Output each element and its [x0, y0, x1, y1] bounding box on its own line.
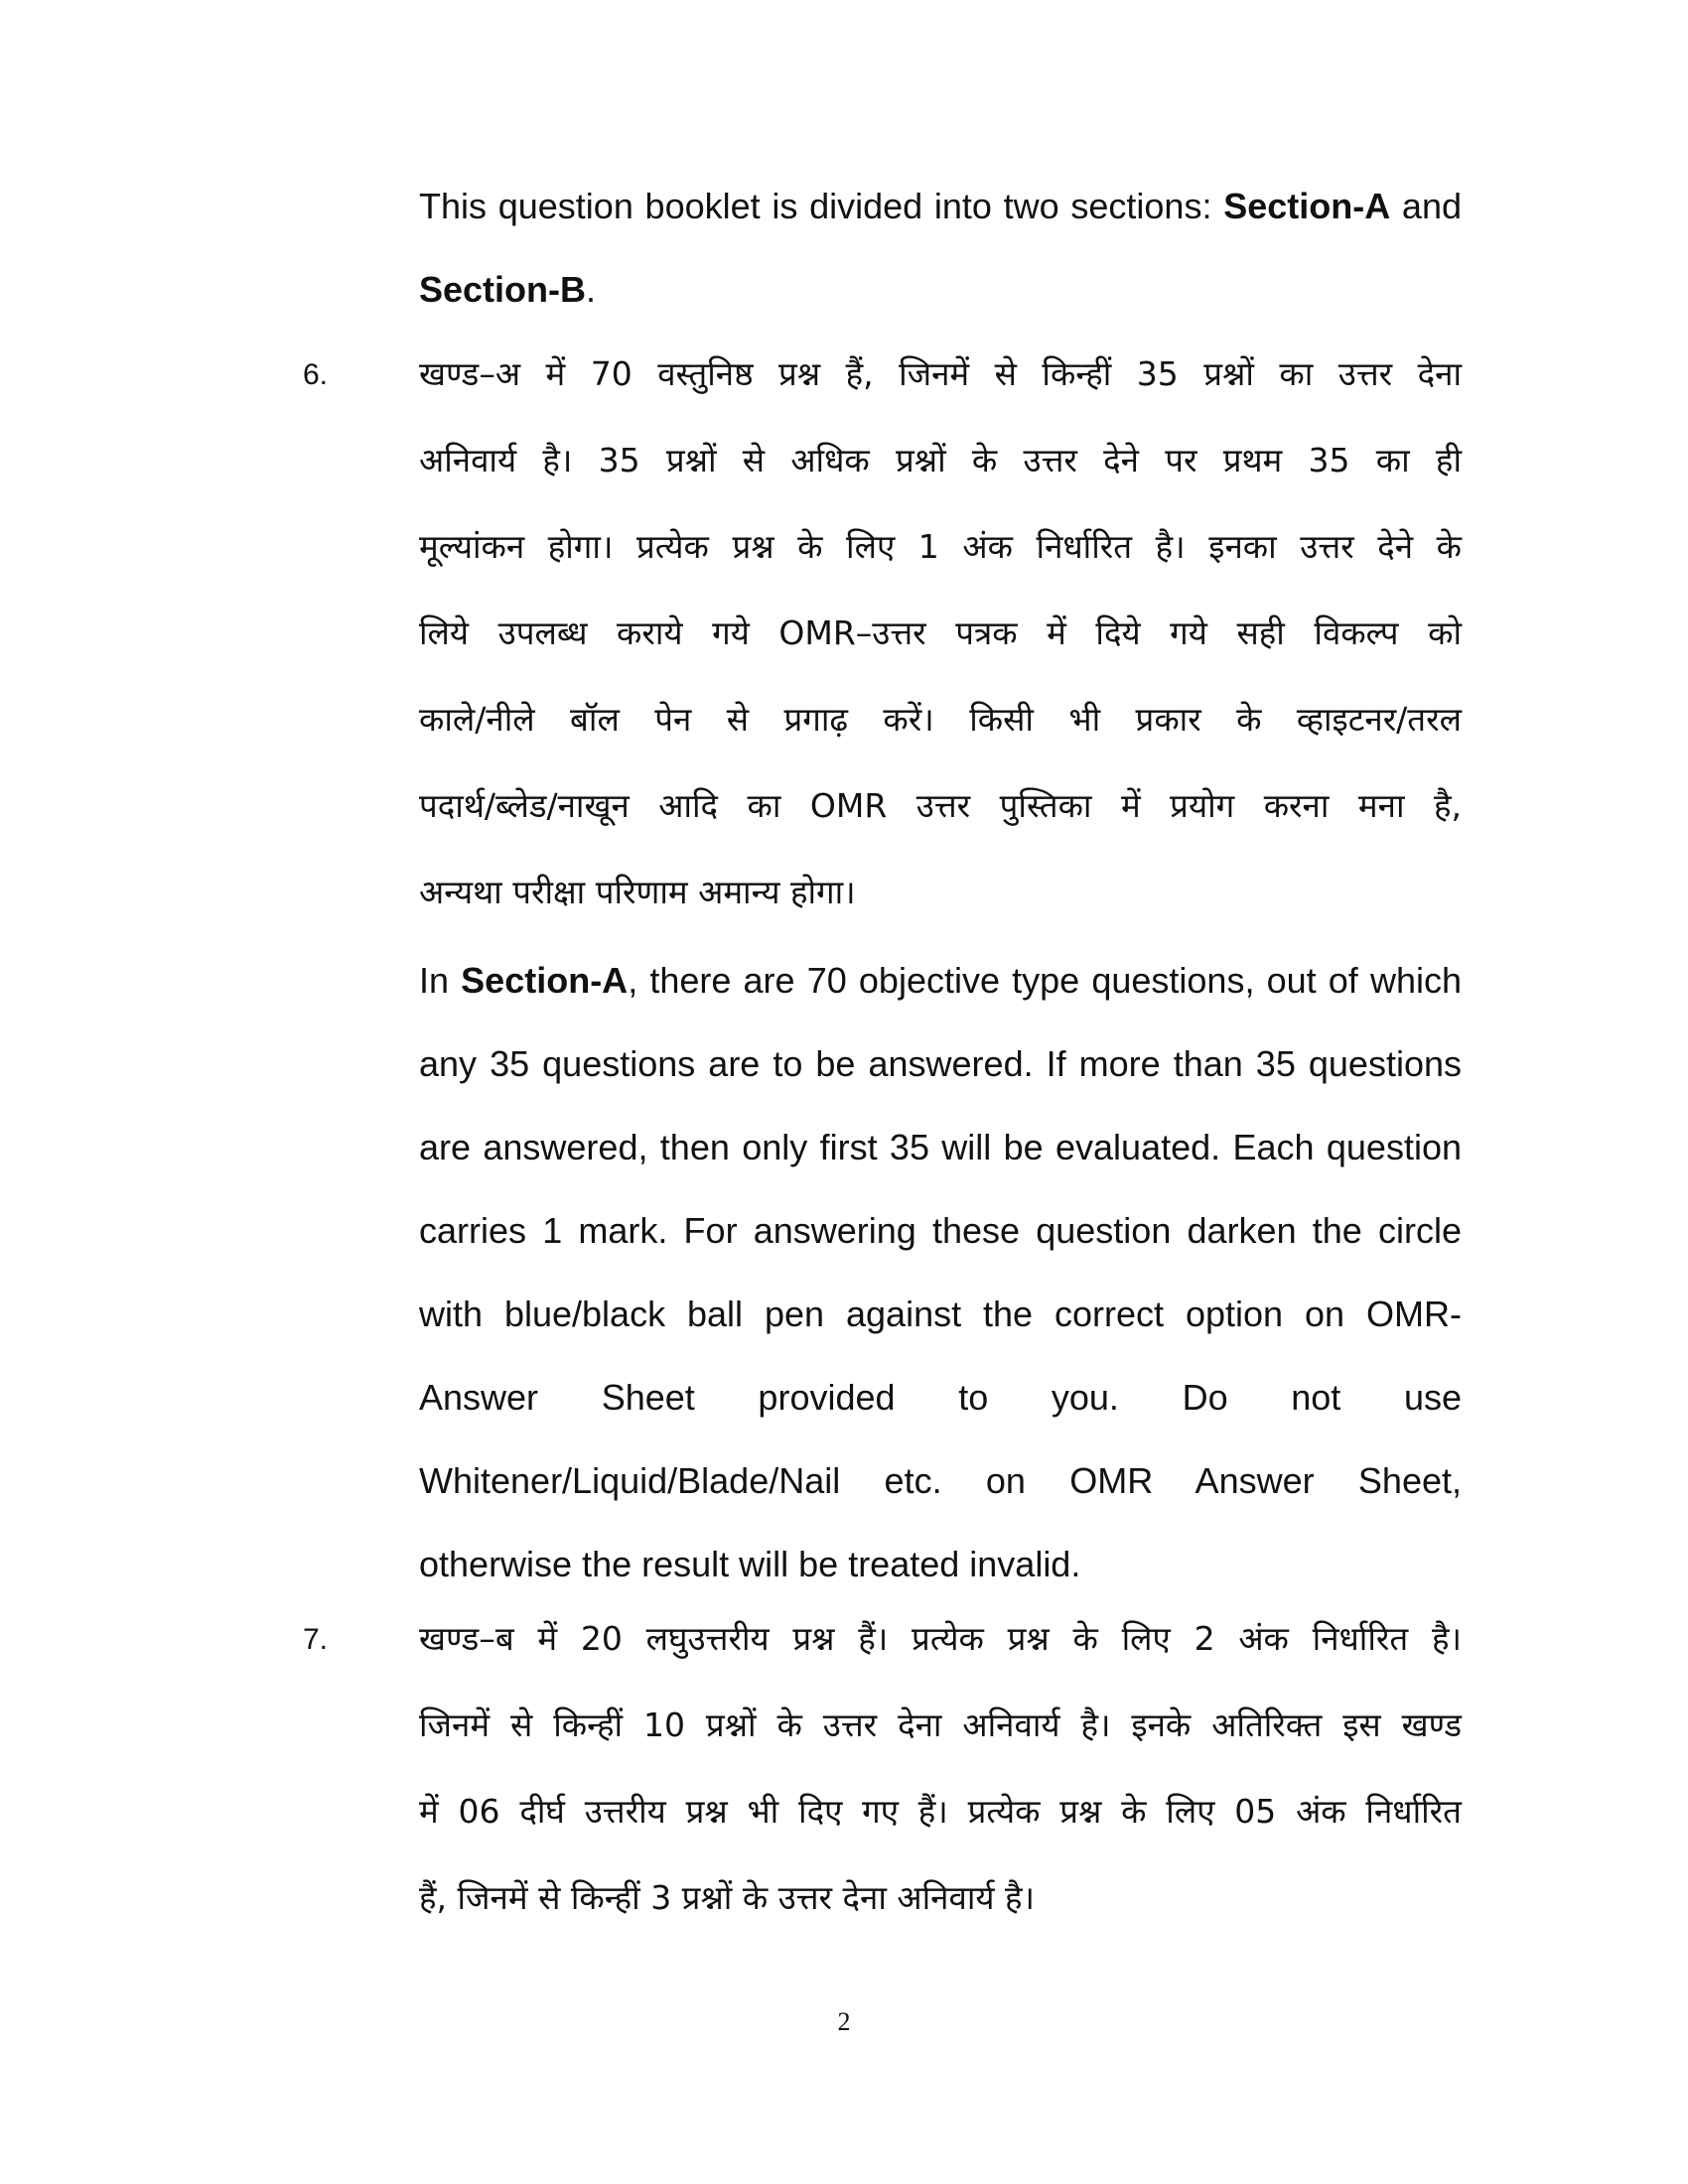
item-6-hindi-line: अनिवार्य है। 35 प्रश्नों से अधिक प्रश्नों के उत्तर देने पर प्रथम 35 का ही: [419, 441, 1462, 479]
item-6-english-line: with blue/black ball pen against the correct option on OMR-: [419, 1294, 1462, 1334]
intro-line-2: [419, 248, 1462, 332]
item-6-english-line: Whitener/Liquid/Blade/Nail etc. on OMR Answer Sheet,: [419, 1460, 1462, 1501]
item-6-english-line: carries 1 mark. For answering these question darken the circle: [419, 1210, 1462, 1251]
intro-paragraph: [419, 165, 1462, 332]
intro-and: and: [1390, 186, 1462, 226]
section-a-label: Section-A: [1223, 186, 1391, 226]
item-6-english-line-1: [419, 939, 1462, 1023]
intro-line-1: [419, 165, 1462, 248]
item-6-hindi-line: खण्ड–अ में 70 वस्तुनिष्ठ प्रश्न हैं, जिनमें से किन्हीं 35 प्रश्नों का उत्तर देना: [419, 354, 1462, 393]
intro-end: .: [586, 269, 597, 310]
item-6-english-paragraph: [419, 939, 1462, 1606]
item-6-number: 6.: [303, 358, 329, 391]
item-6-hindi-line: अन्यथा परीक्षा परिणाम अमान्य होगा।: [419, 873, 856, 911]
item-6-english-line: any 35 questions are to be answered. If more than 35 questions: [419, 1043, 1462, 1084]
section-b-label: Section-B: [419, 269, 587, 310]
item-7-hindi-line: में 06 दीर्घ उत्तरीय प्रश्न भी दिए गए हैं। प्रत्येक प्रश्न के लिए 05 अंक निर्धारित: [419, 1792, 1462, 1831]
item-6-hindi-line: लिये उपलब्ध कराये गये OMR–उत्तर पत्रक में दिये गये सही विकल्प को: [419, 614, 1462, 652]
english-rest: , there are 70 objective type questions, out of which: [628, 960, 1462, 1001]
item-7-hindi-line: हैं, जिनमें से किन्हीं 3 प्रश्नों के उत्तर देना अनिवार्य है।: [419, 1878, 1036, 1917]
intro-text: This question booklet is divided into two sections:: [419, 186, 1224, 226]
english-prefix: In: [419, 960, 462, 1001]
item-6-hindi-line: काले/नीले बॉल पेन से प्रगाढ़ करें। किसी भी प्रकार के व्हाइटनर/तरल: [419, 700, 1462, 739]
item-7-number: 7.: [303, 1623, 329, 1656]
item-6-hindi-paragraph: [419, 331, 1462, 935]
item-7-hindi-paragraph: [419, 1595, 1462, 1941]
item-6-hindi-line: मूल्यांकन होगा। प्रत्येक प्रश्न के लिए 1 अंक निर्धारित है। इनका उत्तर देने के: [419, 527, 1462, 566]
section-a-label: Section-A: [461, 960, 629, 1001]
item-6-english-line: Answer Sheet provided to you. Do not use: [419, 1377, 1462, 1418]
item-7-hindi-line: जिनमें से किन्हीं 10 प्रश्नों के उत्तर देना अनिवार्य है। इनके अतिरिक्त इस खण्ड: [419, 1706, 1462, 1744]
item-6-english-line: otherwise the result will be treated invalid.: [419, 1544, 1081, 1584]
item-6-english-line: are answered, then only first 35 will be evaluated. Each question: [419, 1127, 1462, 1167]
page-number: 2: [837, 2007, 851, 2036]
item-6-hindi-line: पदार्थ/ब्लेड/नाखून आदि का OMR उत्तर पुस्तिका में प्रयोग करना मना है,: [419, 786, 1462, 825]
item-7-hindi-line: खण्ड–ब में 20 लघुउत्तरीय प्रश्न हैं। प्रत्येक प्रश्न के लिए 2 अंक निर्धारित है।: [419, 1619, 1462, 1658]
